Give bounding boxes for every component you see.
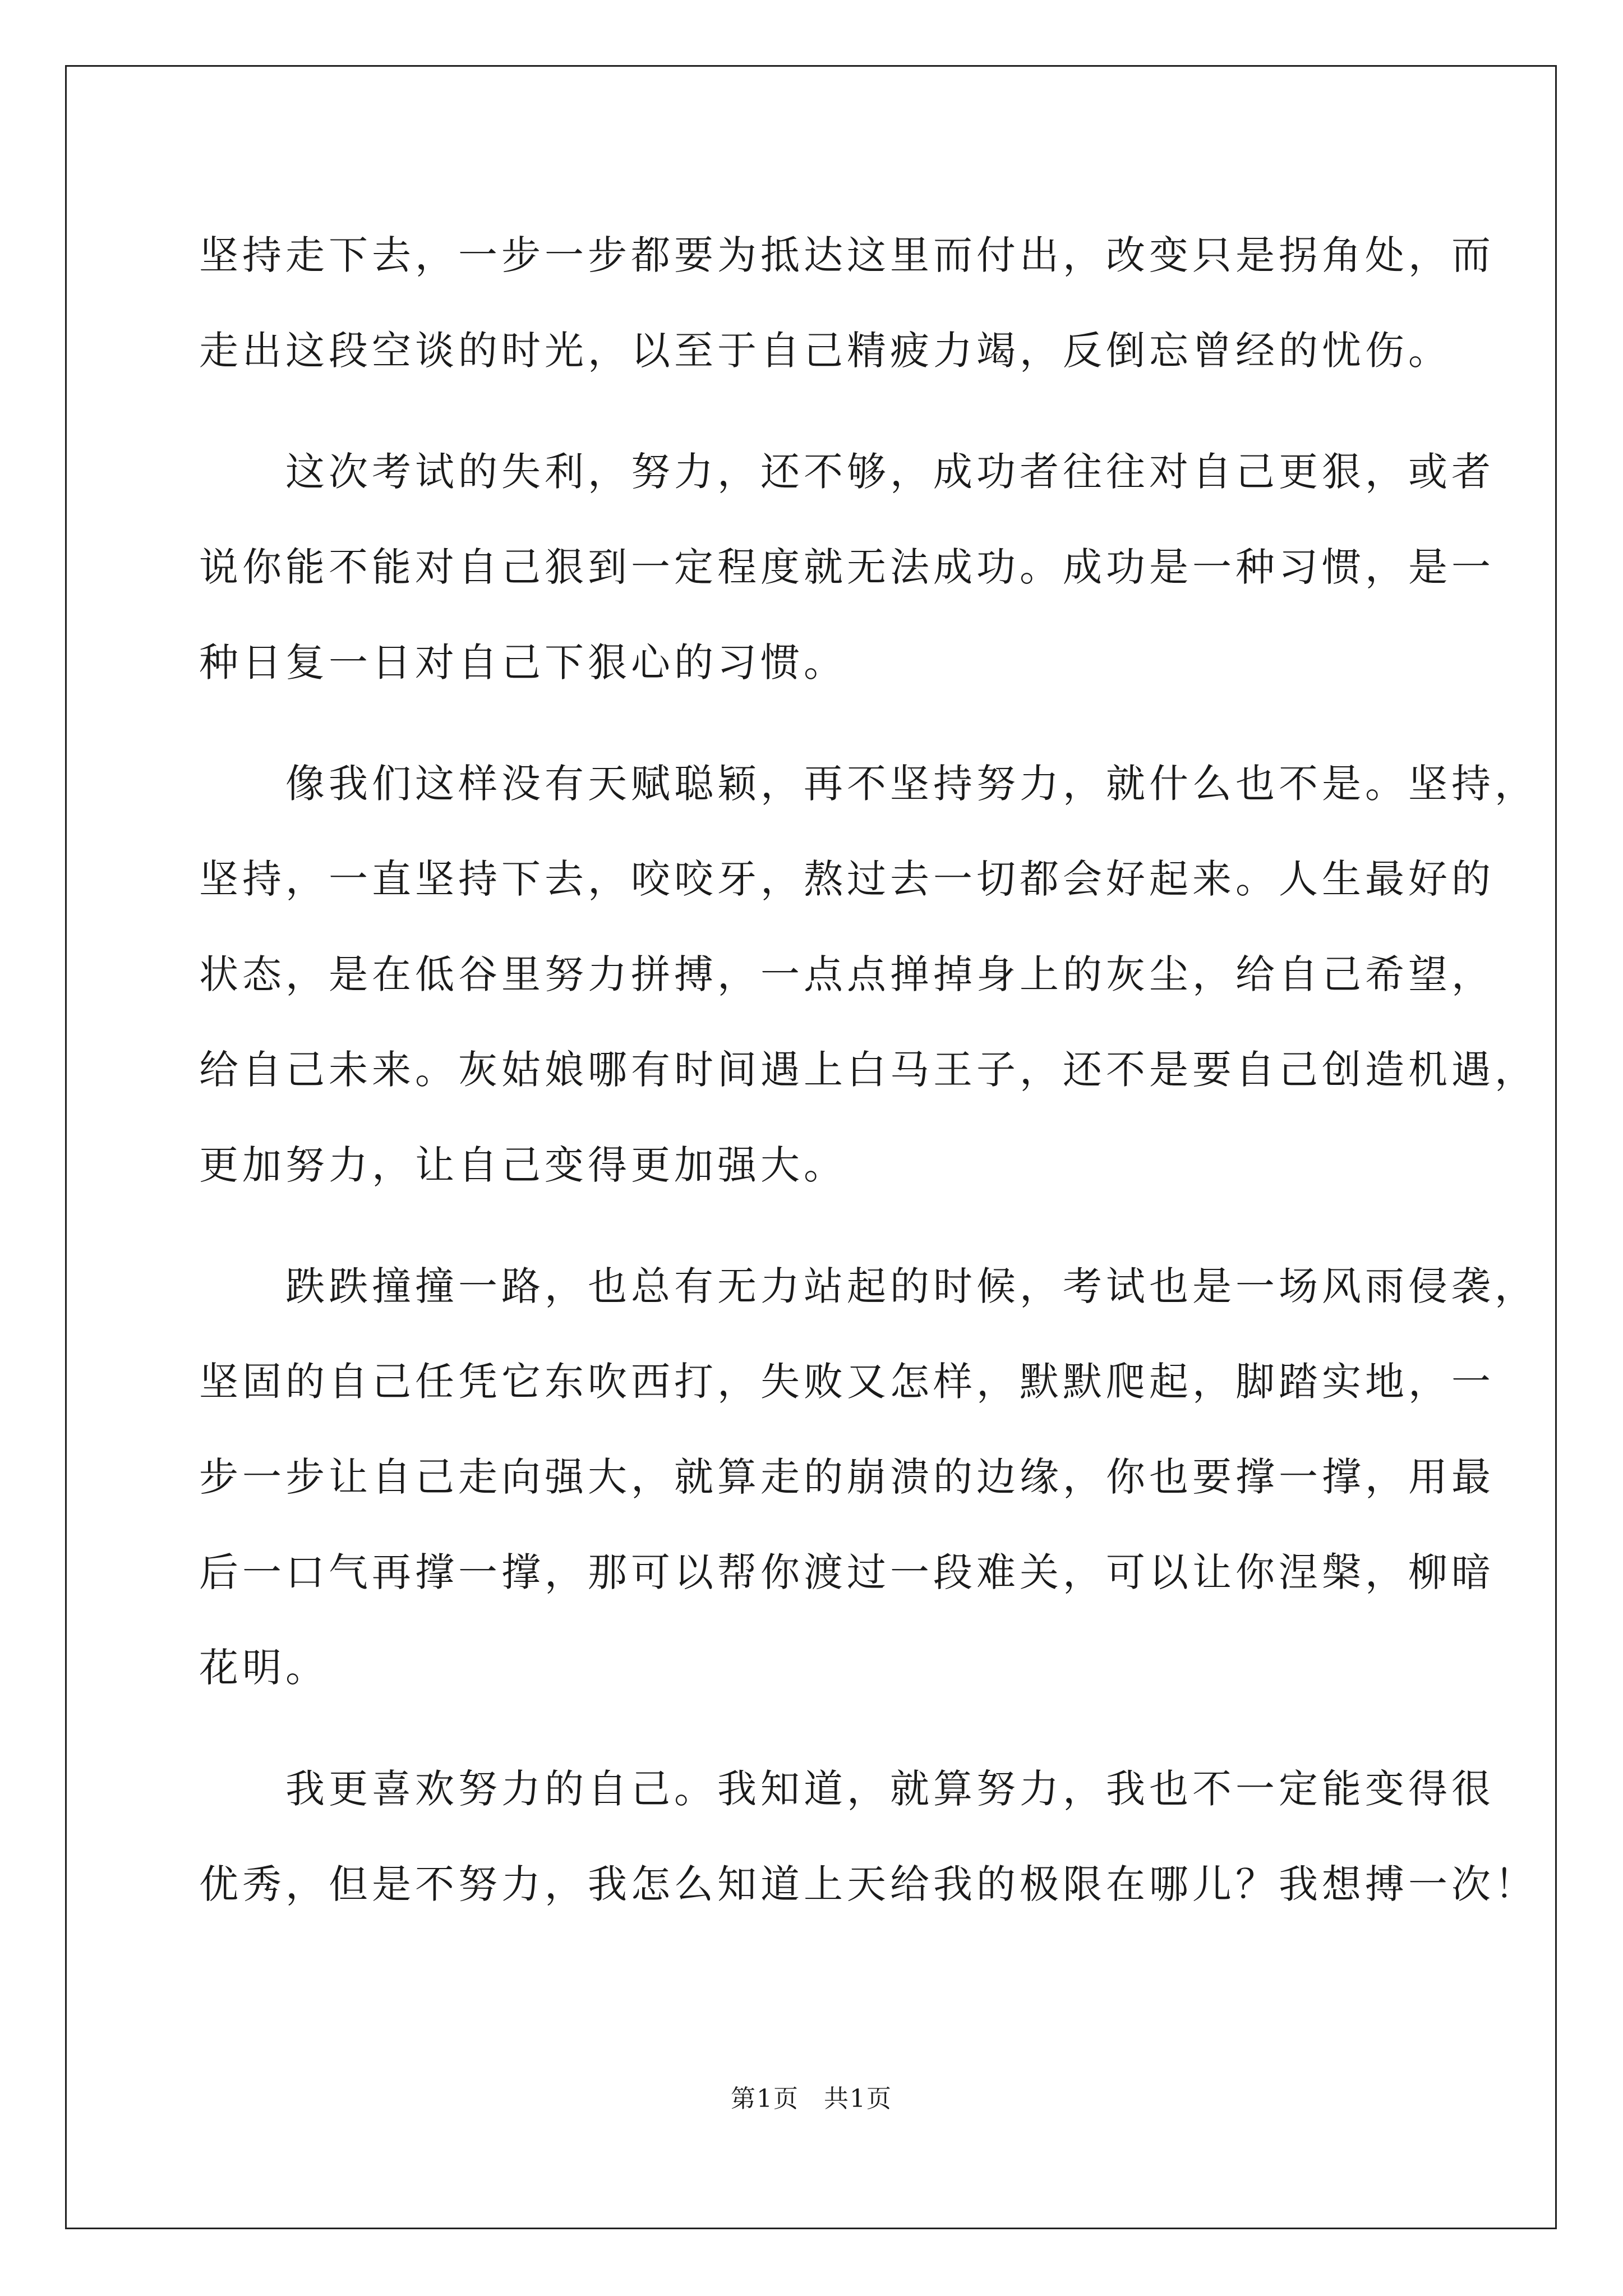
text-line: 步一步让自己走向强大，就算走的崩溃的边缘，你也要撑一撑，用最 (199, 1454, 1495, 1500)
page-footer (0, 2082, 1623, 2116)
page-number-total: 共1页 (824, 2085, 892, 2113)
text-line: 更加努力，让自己变得更加强大。 (199, 1142, 847, 1188)
text-line: 种日复一日对自己下狠心的习惯。 (199, 639, 847, 685)
paragraph-5 (199, 1741, 1538, 1932)
text-line: 给自己未来。灰姑娘哪有时间遇上白马王子，还不是要自己创造机遇， (199, 1047, 1538, 1093)
paragraph-2 (199, 424, 1495, 710)
paragraph-4 (199, 1239, 1538, 1715)
text-line: 像我们这样没有天赋聪颖，再不坚持努力，就什么也不是。坚持， (199, 761, 1538, 807)
text-line: 说你能不能对自己狠到一定程度就无法成功。成功是一种习惯，是一 (199, 544, 1495, 590)
text-line: 这次考试的失利，努力，还不够，成功者往往对自己更狠，或者 (199, 449, 1495, 495)
page-number-current: 第1页 (731, 2085, 799, 2113)
text-line: 后一口气再撑一撑，那可以帮你渡过一段难关，可以让你涅槃，柳暗 (199, 1549, 1495, 1595)
text-line: 优秀，但是不努力，我怎么知道上天给我的极限在哪儿？我想搏一次！ (199, 1861, 1538, 1907)
text-line: 我更喜欢努力的自己。我知道，就算努力，我也不一定能变得很 (199, 1766, 1495, 1812)
text-line: 坚持走下去，一步一步都要为抵达这里而付出，改变只是拐角处，而 (199, 232, 1495, 278)
text-line: 坚固的自己任凭它东吹西打，失败又怎样，默默爬起，脚踏实地，一 (199, 1359, 1495, 1405)
text-line: 坚持，一直坚持下去，咬咬牙，熬过去一切都会好起来。人生最好的 (199, 856, 1495, 902)
paragraph-3 (199, 736, 1538, 1213)
text-line: 走出这段空谈的时光，以至于自己精疲力竭，反倒忘曾经的忧伤。 (199, 328, 1451, 374)
paragraph-1 (199, 208, 1495, 398)
text-line: 花明。 (199, 1645, 329, 1691)
text-line: 跌跌撞撞一路，也总有无力站起的时候，考试也是一场风雨侵袭， (199, 1263, 1538, 1309)
text-line: 状态，是在低谷里努力拼搏，一点点掸掉身上的灰尘，给自己希望， (199, 951, 1495, 997)
document-body (199, 208, 1538, 1932)
